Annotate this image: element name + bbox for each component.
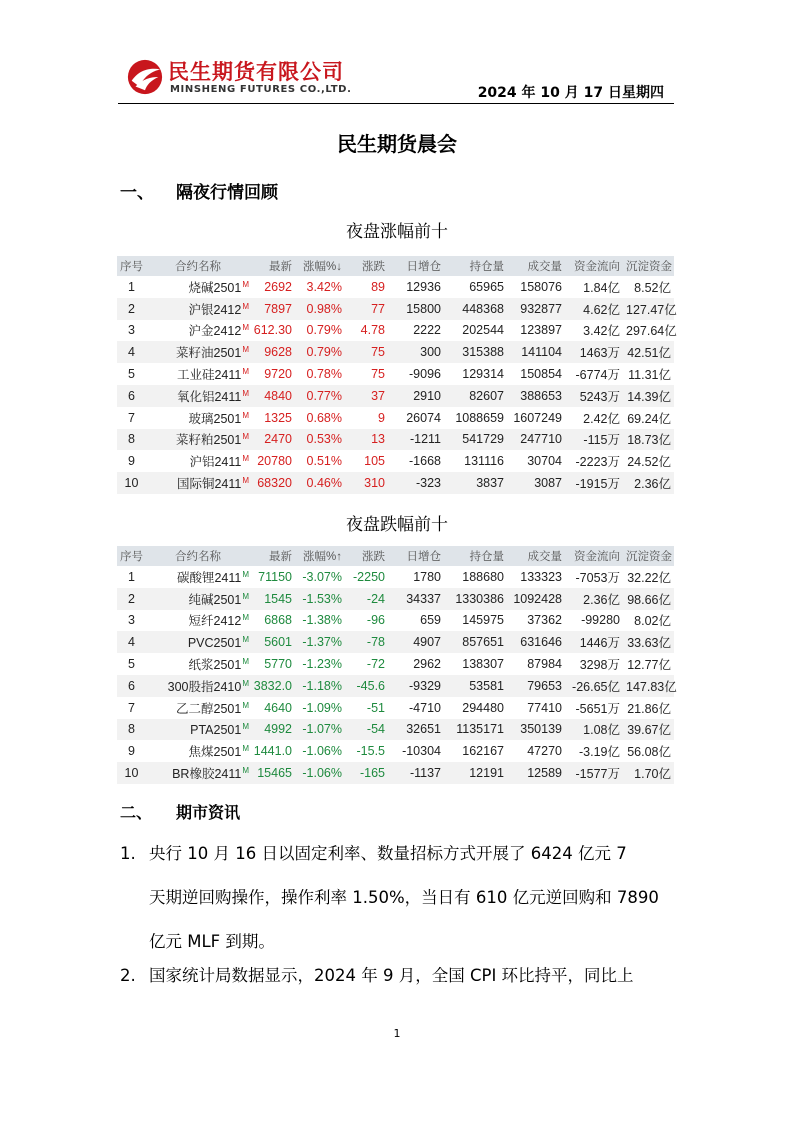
- cell-idx: 7: [128, 410, 135, 425]
- cell-chg: -72: [366, 657, 385, 672]
- col-header-last: 最新: [250, 546, 295, 566]
- cell-pct: 0.51%: [306, 454, 342, 469]
- cell-flow: 5243万: [565, 385, 623, 407]
- cell-oi-chg: 12936: [406, 279, 441, 294]
- table-header-row: [117, 256, 674, 276]
- cell-last: 5601: [250, 631, 295, 653]
- cell-name: 纸浆$2501^M$: [188, 656, 249, 673]
- main-contract-marker: M: [242, 388, 249, 398]
- cell-idx: 1: [128, 569, 135, 584]
- cell-pct: 0.68%: [306, 410, 342, 425]
- col-header-pct: 涨幅%↑: [295, 546, 345, 566]
- cell-capital: 33.63亿: [623, 631, 674, 653]
- cell-capital: 56.08亿: [627, 745, 671, 760]
- cell-oi-chg: -323: [388, 472, 444, 494]
- news-number: 2.: [120, 966, 136, 985]
- cell-volume: 247710: [507, 429, 565, 451]
- cell-idx: 10: [117, 762, 146, 784]
- cell-chg: 310: [345, 472, 388, 494]
- cell-last: 20780: [257, 454, 292, 469]
- col-header-chg: 涨跌: [345, 256, 388, 276]
- cell-name: 国际铜$2411^M$: [146, 472, 250, 494]
- cell-last: 6868: [264, 613, 292, 628]
- main-contract-marker: M: [242, 410, 249, 420]
- cell-chg: 75: [371, 367, 385, 382]
- cell-pct: 0.79%: [306, 323, 342, 338]
- cell-chg: 75: [345, 341, 388, 363]
- cell-flow: 4.62亿: [565, 298, 623, 320]
- cell-last: 1325: [264, 410, 292, 425]
- cell-name: 300股指$2410^M$: [146, 675, 250, 697]
- table-row: [117, 472, 674, 494]
- cell-pct: -1.38%: [302, 613, 342, 628]
- cell-last: 68320: [250, 472, 295, 494]
- section-heading-2: [120, 800, 240, 823]
- cell-oi: 12191: [444, 762, 507, 784]
- cell-flow: -2223万: [575, 455, 620, 470]
- table-row: [117, 341, 674, 363]
- cell-flow: 2.42亿: [583, 411, 620, 426]
- cell-chg: 89: [371, 279, 385, 294]
- section-heading-1: [120, 178, 278, 203]
- cell-idx: 7: [128, 700, 135, 715]
- cell-oi-chg: -1668: [409, 454, 441, 469]
- page-number: 1: [393, 1027, 401, 1040]
- document-title: 民生期货晨会: [337, 132, 457, 156]
- section-title: 期市资讯: [176, 803, 241, 822]
- cell-last: 3832.0: [250, 675, 295, 697]
- cell-last: 4640: [264, 700, 292, 715]
- cell-capital: 24.52亿: [627, 455, 671, 470]
- cell-capital: 18.73亿: [623, 429, 674, 451]
- cell-oi-chg: 26074: [406, 410, 441, 425]
- cell-volume: 158076: [520, 279, 562, 294]
- col-header-oi: 持仓量: [444, 256, 507, 276]
- cell-capital: 1.70亿: [623, 762, 674, 784]
- cell-pct: -1.53%: [295, 588, 345, 610]
- col-header-volume: 成交量: [507, 546, 565, 566]
- cell-name: 菜籽油$2501^M$: [146, 341, 250, 363]
- cell-oi: 448368: [444, 298, 507, 320]
- section-title: 隔夜行情回顾: [176, 183, 278, 203]
- cell-idx: 2: [117, 588, 146, 610]
- cell-pct: -1.07%: [295, 719, 345, 741]
- news-line: 天期逆回购操作，操作利率 1.50%，当日有 610 亿元逆回购和 7890: [149, 888, 659, 907]
- cell-pct: -1.06%: [302, 744, 342, 759]
- table-row: [117, 610, 674, 632]
- news-number: 1.: [120, 844, 136, 863]
- col-header-capital: 沉淀资金: [623, 546, 674, 566]
- table-row: [117, 675, 674, 697]
- night-session-gainers-table: [117, 256, 677, 494]
- main-contract-marker: M: [242, 366, 249, 376]
- cell-flow: -5651万: [575, 701, 620, 716]
- cell-last: 2470: [250, 429, 295, 451]
- cell-capital: 32.22亿: [627, 570, 671, 585]
- section-number: 一、: [120, 183, 154, 203]
- news-line: [120, 832, 680, 876]
- cell-flow: 1.08亿: [565, 719, 623, 741]
- main-contract-marker: M: [242, 656, 249, 666]
- report-date: 2024 年 10 月 17 日星期四: [477, 85, 664, 101]
- cell-capital: 11.31亿: [628, 368, 671, 383]
- cell-flow: -6774万: [575, 368, 620, 383]
- cell-last: 4840: [250, 385, 295, 407]
- cell-oi-chg: -9096: [409, 367, 441, 382]
- company-name-en: MINSHENG FUTURES CO.,LTD.: [170, 84, 352, 95]
- news-item-2: [120, 954, 680, 998]
- cell-volume: 388653: [507, 385, 565, 407]
- cell-chg: -24: [345, 588, 388, 610]
- cell-capital: 2.36亿: [623, 472, 674, 494]
- col-header-oi-chg: 日增仓: [388, 546, 444, 566]
- cell-volume: 79653: [507, 675, 565, 697]
- news-line: [120, 954, 680, 998]
- table-row: [117, 320, 674, 342]
- cell-oi-chg: 1780: [413, 569, 441, 584]
- cell-last: 4992: [250, 719, 295, 741]
- cell-oi: 3837: [444, 472, 507, 494]
- cell-oi-chg: 2962: [413, 657, 441, 672]
- cell-oi-chg: -1137: [388, 762, 444, 784]
- cell-chg: 37: [345, 385, 388, 407]
- cell-pct: 0.77%: [295, 385, 345, 407]
- cell-name: 工业硅$2411^M$: [176, 366, 249, 383]
- cell-chg: -15.5: [356, 744, 385, 759]
- news-text: 国家统计局数据显示，2024 年 9 月，全国 CPI 环比持平，同比上: [149, 966, 634, 985]
- table-header-row: [117, 546, 674, 566]
- main-contract-marker: M: [242, 301, 249, 311]
- cell-idx: 1: [128, 279, 135, 294]
- main-contract-marker: M: [242, 765, 249, 775]
- cell-capital: 39.67亿: [623, 719, 674, 741]
- main-contract-marker: M: [242, 744, 249, 754]
- cell-flow: 1463万: [565, 341, 623, 363]
- cell-volume: 77410: [527, 700, 562, 715]
- col-header-idx: 序号: [117, 546, 146, 566]
- cell-oi-chg: 2910: [388, 385, 444, 407]
- cell-capital: 147.83亿: [623, 675, 674, 697]
- table-row: [117, 588, 674, 610]
- news-item-1: [120, 832, 680, 964]
- cell-oi: 1330386: [444, 588, 507, 610]
- cell-oi: 188680: [462, 569, 504, 584]
- cell-flow: 2.36亿: [565, 588, 623, 610]
- cell-volume: 47270: [527, 744, 562, 759]
- table-up-caption: 夜盘涨幅前十: [346, 222, 448, 242]
- table-row: [117, 276, 674, 298]
- cell-oi: 294480: [462, 700, 504, 715]
- cell-oi: 857651: [444, 631, 507, 653]
- table-row: [117, 363, 674, 385]
- col-header-name: 合约名称: [146, 256, 250, 276]
- cell-capital: 12.77亿: [627, 658, 671, 673]
- cell-pct: -1.06%: [295, 762, 345, 784]
- cell-last: 7897: [250, 298, 295, 320]
- cell-chg: -54: [345, 719, 388, 741]
- cell-name: $PVC2501^M$: [146, 631, 250, 653]
- cell-oi-chg: 659: [420, 613, 441, 628]
- cell-oi: 138307: [462, 657, 504, 672]
- col-header-flow: 资金流向: [565, 256, 623, 276]
- table-row: [117, 762, 674, 784]
- cell-last: 612.30: [253, 323, 292, 338]
- cell-oi-chg: -4710: [409, 700, 441, 715]
- table-row: [117, 653, 674, 675]
- main-contract-marker: M: [242, 634, 249, 644]
- cell-chg: -51: [366, 700, 385, 715]
- cell-pct: -1.09%: [302, 700, 342, 715]
- cell-idx: 3: [128, 613, 135, 628]
- cell-capital: 297.64亿: [626, 324, 677, 339]
- cell-pct: -1.23%: [302, 657, 342, 672]
- cell-idx: 9: [128, 454, 135, 469]
- cell-last: 15465: [250, 762, 295, 784]
- cell-pct: -1.37%: [295, 631, 345, 653]
- table-row: [117, 298, 674, 320]
- main-contract-marker: M: [242, 475, 249, 485]
- cell-chg: 77: [345, 298, 388, 320]
- news-line: 亿元 MLF 到期。: [149, 932, 275, 951]
- col-header-oi-chg: 日增仓: [388, 256, 444, 276]
- table-row: [117, 385, 674, 407]
- cell-name: 玻璃$2501^M$: [188, 410, 249, 426]
- main-contract-marker: M: [242, 279, 249, 289]
- cell-last: 1545: [250, 588, 295, 610]
- table-row: [117, 429, 674, 451]
- cell-capital: 14.39亿: [623, 385, 674, 407]
- cell-last: 1441.0: [253, 744, 292, 759]
- company-logo-icon: [126, 58, 164, 96]
- cell-last: 2692: [264, 279, 292, 294]
- cell-chg: -2250: [353, 569, 385, 584]
- col-header-oi: 持仓量: [444, 546, 507, 566]
- cell-flow: 3298万: [579, 658, 620, 673]
- cell-flow: 3.42亿: [583, 324, 620, 339]
- cell-last: 9628: [250, 341, 295, 363]
- table-row: [117, 450, 674, 472]
- cell-flow: -115万: [565, 429, 623, 451]
- cell-oi: 131116: [464, 454, 504, 469]
- letterhead: [118, 52, 674, 102]
- cell-oi-chg: 15800: [388, 298, 444, 320]
- cell-oi: 129314: [462, 367, 504, 382]
- cell-volume: 12589: [507, 762, 565, 784]
- main-contract-marker: M: [242, 569, 249, 579]
- cell-flow: -99280: [581, 613, 620, 628]
- cell-pct: 3.42%: [306, 279, 342, 294]
- cell-name: 沪铝$2411^M$: [189, 454, 249, 470]
- main-contract-marker: M: [242, 613, 249, 623]
- section-number: 二、: [120, 803, 153, 822]
- cell-idx: 8: [117, 429, 146, 451]
- cell-chg: -78: [345, 631, 388, 653]
- cell-oi-chg: 4907: [388, 631, 444, 653]
- cell-pct: 0.98%: [295, 298, 345, 320]
- col-header-capital: 沉淀资金: [623, 256, 674, 276]
- table-row: [117, 697, 674, 719]
- main-contract-marker: M: [242, 700, 249, 710]
- col-header-chg: 涨跌: [345, 546, 388, 566]
- cell-pct: 0.79%: [295, 341, 345, 363]
- cell-oi: 1088659: [455, 410, 504, 425]
- cell-pct: 0.53%: [295, 429, 345, 451]
- main-contract-marker: M: [242, 454, 249, 464]
- cell-capital: 69.24亿: [627, 411, 671, 426]
- cell-oi: 145975: [462, 613, 504, 628]
- company-name-cn: 民生期货有限公司: [168, 60, 344, 84]
- table-down-caption: 夜盘跌幅前十: [346, 515, 448, 535]
- cell-last: 5770: [264, 657, 292, 672]
- col-header-volume: 成交量: [507, 256, 565, 276]
- cell-flow: 1.84亿: [583, 280, 620, 295]
- col-header-pct: 涨幅%↓: [295, 256, 345, 276]
- cell-flow: -26.65亿: [565, 675, 623, 697]
- main-contract-marker: M: [242, 323, 249, 333]
- cell-oi-chg: 300: [388, 341, 444, 363]
- cell-oi-chg: -10304: [402, 744, 441, 759]
- cell-chg: -165: [345, 762, 388, 784]
- cell-flow: -1577万: [565, 762, 623, 784]
- cell-oi: 202544: [462, 323, 504, 338]
- night-session-losers-table: [117, 546, 677, 784]
- main-contract-marker: M: [242, 432, 249, 442]
- col-header-name: 合约名称: [146, 546, 250, 566]
- cell-oi: 162167: [462, 744, 504, 759]
- cell-chg: 4.78: [360, 323, 385, 338]
- cell-volume: 350139: [507, 719, 565, 741]
- cell-volume: 150854: [520, 367, 562, 382]
- cell-idx: 9: [128, 744, 135, 759]
- cell-oi-chg: -1211: [388, 429, 444, 451]
- cell-idx: 10: [117, 472, 146, 494]
- cell-idx: 6: [117, 675, 146, 697]
- cell-idx: 6: [117, 385, 146, 407]
- cell-name: 乙二醇$2501^M$: [176, 700, 249, 716]
- cell-capital: 21.86亿: [627, 701, 671, 716]
- cell-volume: 133323: [520, 569, 562, 584]
- cell-volume: 37362: [527, 613, 562, 628]
- cell-oi: 1135171: [444, 719, 507, 741]
- cell-capital: 42.51亿: [623, 341, 674, 363]
- cell-oi-chg: 34337: [388, 588, 444, 610]
- cell-oi: 82607: [444, 385, 507, 407]
- main-contract-marker: M: [242, 721, 249, 731]
- cell-flow: -3.19亿: [579, 745, 620, 760]
- cell-capital: 8.52亿: [634, 280, 671, 295]
- cell-idx: 4: [117, 341, 146, 363]
- cell-oi: 65965: [469, 279, 504, 294]
- table-row: [117, 631, 674, 653]
- cell-oi-chg: 2222: [413, 323, 441, 338]
- main-contract-marker: M: [242, 678, 249, 688]
- cell-flow: -7053万: [575, 570, 620, 585]
- cell-name: BR橡胶$2411^M$: [146, 762, 250, 784]
- main-contract-marker: M: [242, 345, 249, 355]
- cell-volume: 141104: [507, 341, 565, 363]
- cell-name: 氧化铝$2411^M$: [146, 385, 250, 407]
- cell-oi-chg: 32651: [388, 719, 444, 741]
- cell-pct: -3.07%: [302, 569, 342, 584]
- table-row: [117, 740, 674, 762]
- col-header-last: 最新: [250, 256, 295, 276]
- cell-volume: 1092428: [507, 588, 565, 610]
- cell-chg: 105: [364, 454, 385, 469]
- cell-chg: -96: [366, 613, 385, 628]
- cell-volume: 631646: [507, 631, 565, 653]
- cell-capital: 98.66亿: [623, 588, 674, 610]
- cell-volume: 932877: [507, 298, 565, 320]
- table-row: [117, 566, 674, 588]
- col-header-flow: 资金流向: [565, 546, 623, 566]
- cell-chg: -45.6: [345, 675, 388, 697]
- cell-oi: 53581: [444, 675, 507, 697]
- cell-capital: 127.47亿: [623, 298, 674, 320]
- news-text: 央行 10 月 16 日以固定利率、数量招标方式开展了 6424 亿元 7: [149, 844, 627, 863]
- cell-pct: -1.18%: [295, 675, 345, 697]
- cell-oi: 541729: [444, 429, 507, 451]
- cell-capital: 8.02亿: [634, 614, 671, 629]
- header-divider: [118, 103, 674, 104]
- col-header-idx: 序号: [117, 256, 146, 276]
- cell-flow: 1446万: [565, 631, 623, 653]
- cell-name: 短纤$2412^M$: [188, 613, 249, 629]
- cell-idx: 8: [117, 719, 146, 741]
- cell-volume: 3087: [507, 472, 565, 494]
- cell-name: 纯碱$2501^M$: [146, 588, 250, 610]
- cell-volume: 87984: [527, 657, 562, 672]
- cell-name: 菜籽粕$2501^M$: [146, 429, 250, 451]
- cell-pct: 0.46%: [295, 472, 345, 494]
- cell-chg: 13: [345, 429, 388, 451]
- cell-last: 9720: [264, 367, 292, 382]
- table-row: [117, 719, 674, 741]
- cell-idx: 3: [128, 323, 135, 338]
- cell-idx: 5: [128, 657, 135, 672]
- cell-oi: 315388: [444, 341, 507, 363]
- cell-oi-chg: -9329: [388, 675, 444, 697]
- cell-chg: 9: [378, 410, 385, 425]
- cell-name: 碳酸锂$2411^M$: [176, 569, 249, 585]
- cell-name: 烧碱$2501^M$: [188, 279, 249, 295]
- cell-volume: 123897: [520, 323, 562, 338]
- cell-pct: 0.78%: [306, 367, 342, 382]
- cell-name: $PTA2501^M$: [146, 719, 250, 741]
- cell-idx: 2: [117, 298, 146, 320]
- main-contract-marker: M: [242, 591, 249, 601]
- table-row: [117, 407, 674, 429]
- cell-volume: 1607249: [513, 410, 562, 425]
- cell-name: 焦煤$2501^M$: [188, 744, 249, 760]
- cell-name: 沪金$2412^M$: [188, 323, 249, 339]
- cell-name: 沪银$2412^M$: [146, 298, 250, 320]
- cell-last: 71150: [258, 569, 292, 584]
- cell-flow: -1915万: [565, 472, 623, 494]
- cell-volume: 30704: [527, 454, 562, 469]
- cell-idx: 4: [117, 631, 146, 653]
- cell-idx: 5: [128, 367, 135, 382]
